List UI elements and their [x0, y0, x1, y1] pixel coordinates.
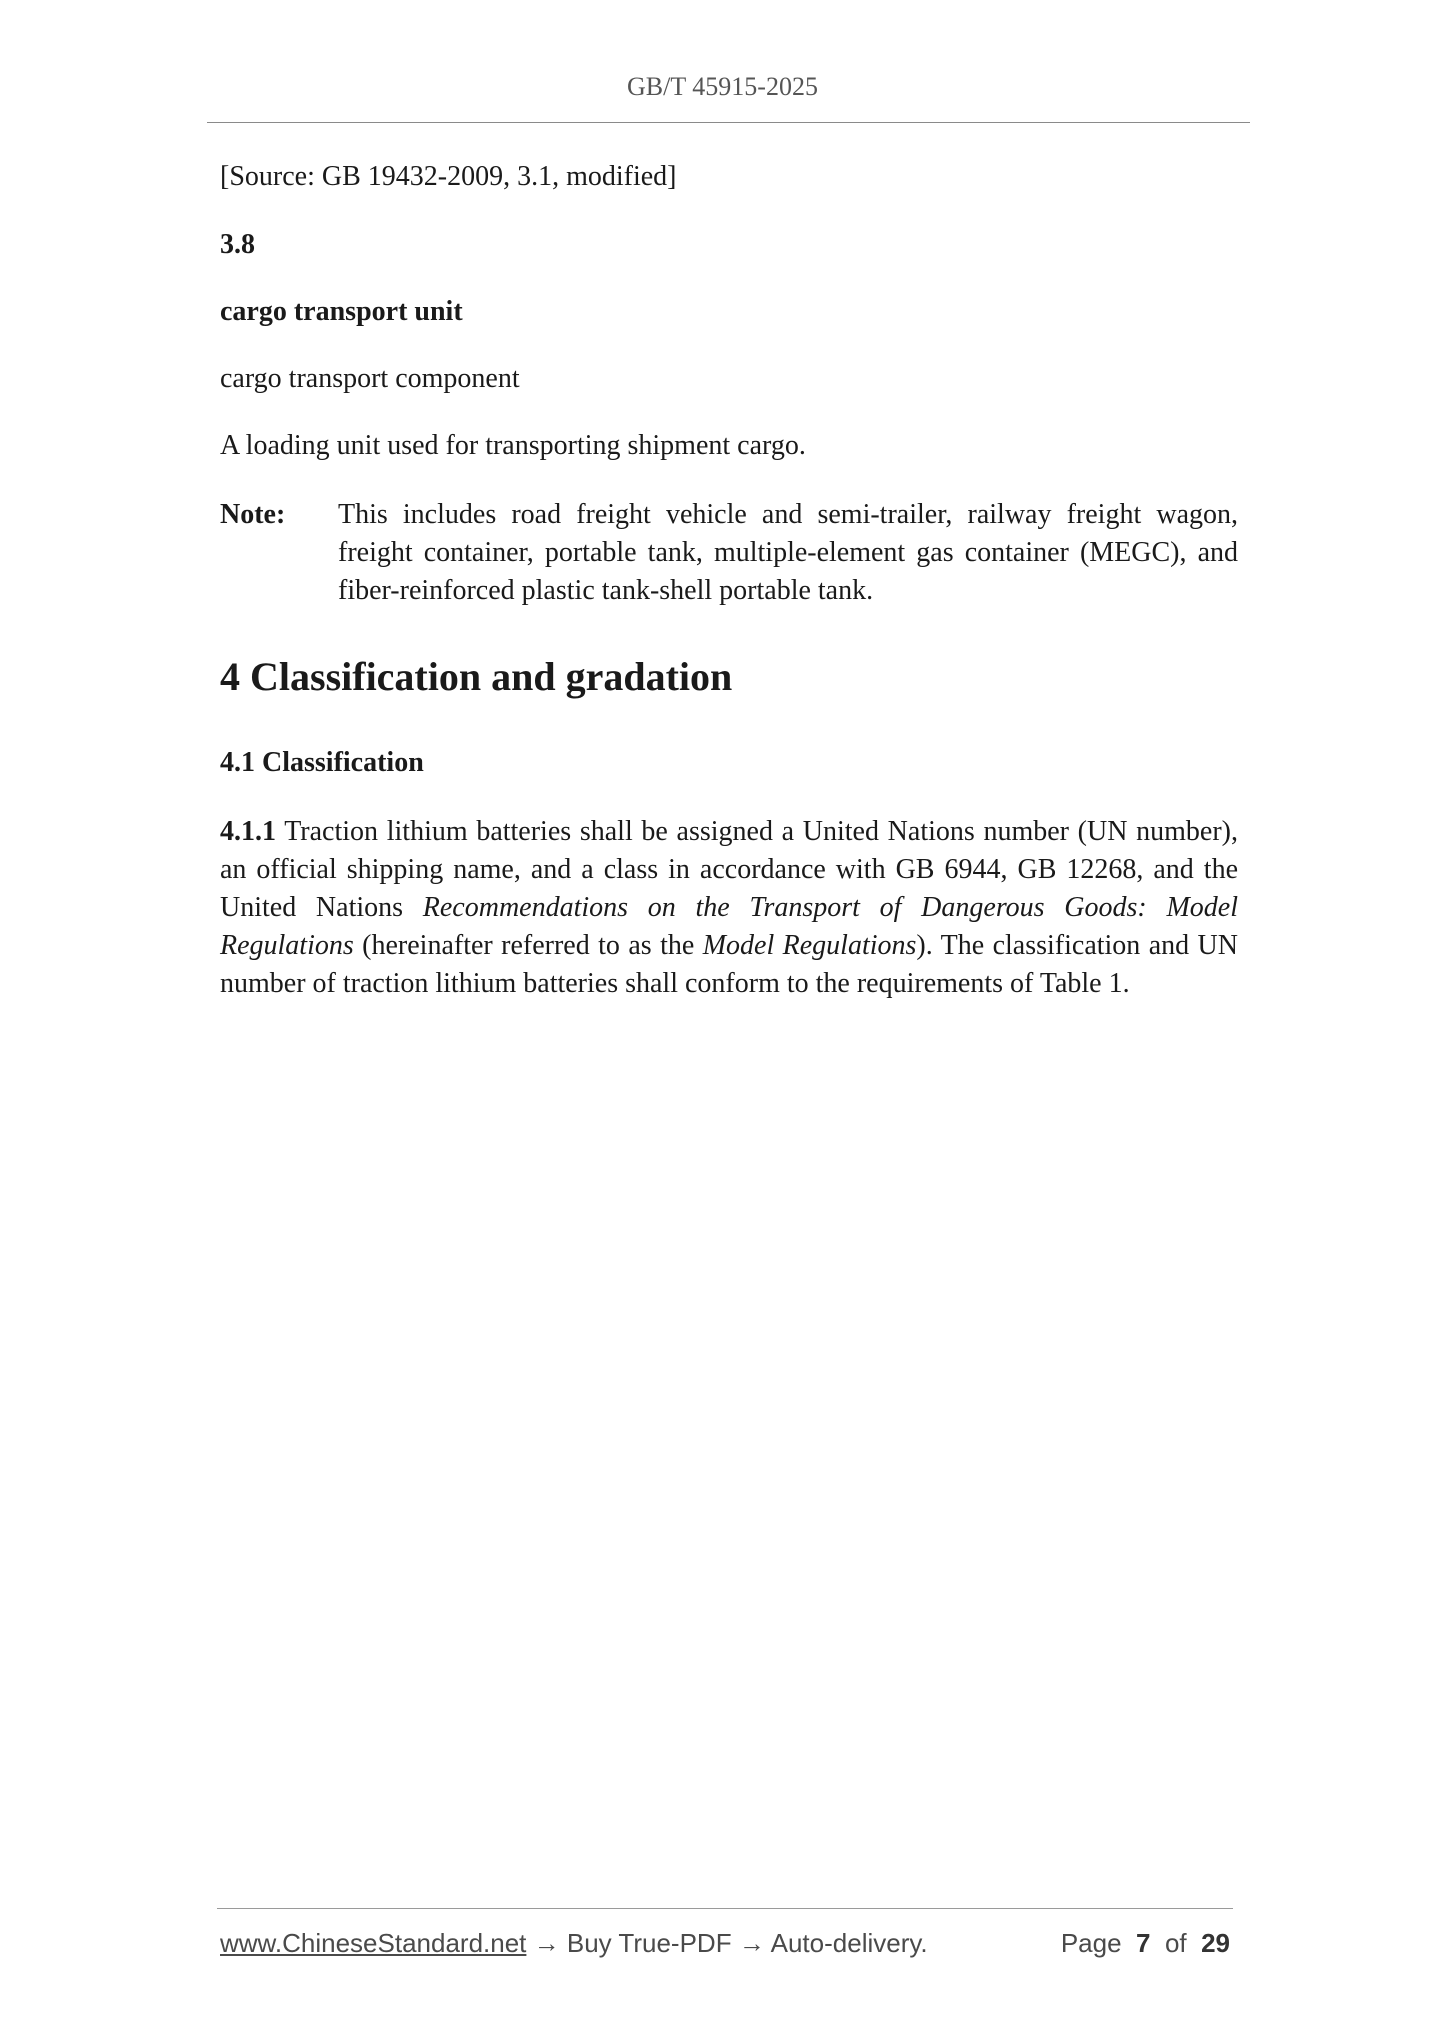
section-heading: 4 Classification and gradation [220, 654, 733, 699]
page-current-number: 7 [1136, 1928, 1151, 1958]
term-definition: A loading unit used for transporting shipment cargo. [220, 430, 806, 461]
header-divider [207, 122, 1250, 123]
note-text: This includes road freight vehicle and semi-trailer, railway freight wagon, freight container, portable tank, multiple-element gas container (MEGC), and fiber-reinforced plastic tank-shell portable tank. [338, 499, 1238, 606]
arrow-right-icon: → [533, 1928, 560, 1958]
footer-promo [220, 1926, 928, 1960]
clause-text-part-1: Traction lithium batteries shall be assigned a United Nations number (UN number), an official shipping name, and a class in accordance with GB 6944, GB 12268, and the United Nations [220, 816, 1238, 923]
auto-delivery-text: Auto-delivery. [770, 1928, 928, 1958]
clause-italic-short-title: Model Regulations [702, 930, 917, 961]
clause-text-part-2: (hereinafter referred to as the [353, 930, 703, 961]
buy-true-pdf-text: Buy True-PDF [566, 1928, 732, 1958]
clause-italic-title: Recommendations on the Transport of Dangerous Goods: Model Regulations [220, 892, 1238, 961]
term-synonym: cargo transport component [220, 363, 520, 394]
term-title: cargo transport unit [220, 296, 463, 327]
note-label: Note: [220, 499, 286, 530]
page-label: Page [1060, 1928, 1122, 1958]
footer-divider [217, 1908, 1233, 1909]
clause-paragraph [220, 813, 1238, 1003]
website-link[interactable]: www.ChineseStandard.net [220, 1928, 527, 1958]
clause-number: 4.1.1 [220, 816, 276, 847]
page-total-number: 29 [1201, 1928, 1230, 1958]
subsection-heading: 4.1 Classification [220, 747, 424, 778]
arrow-right-icon: → [738, 1928, 765, 1958]
source-line: [Source: GB 19432-2009, 3.1, modified] [220, 161, 677, 192]
clause-text-part-3: ). The classification and UN number of traction lithium batteries shall conform to the requirements of Table 1. [220, 930, 1238, 999]
page-counter [1061, 1926, 1230, 1960]
term-number: 3.8 [220, 229, 255, 260]
document-header-title: GB/T 45915-2025 [627, 72, 818, 101]
page-of-label: of [1164, 1928, 1187, 1958]
